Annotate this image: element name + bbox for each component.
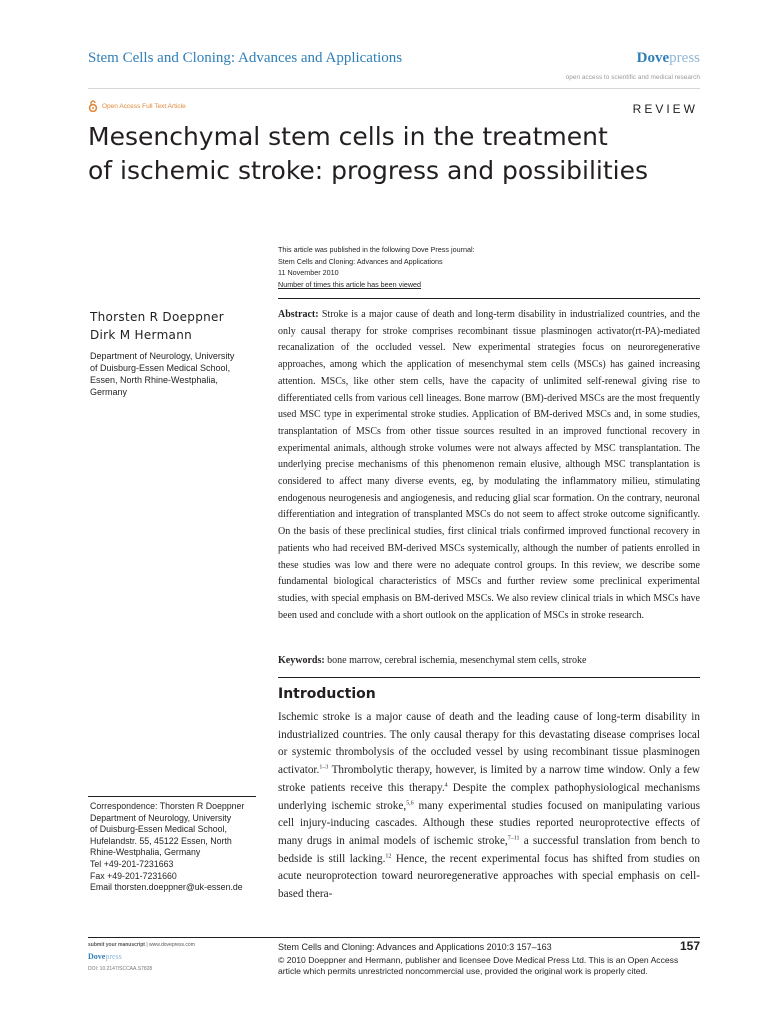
author-affiliation: [90, 350, 270, 398]
logo-secondary: press: [105, 952, 122, 961]
submit-url: www.dovepress.com: [149, 942, 195, 948]
publication-date: 11 November 2010: [278, 268, 339, 277]
paragraph-text: Ischemic stroke is a major cause of death and the leading cause of long-term disability in industrialized countries. The only causal therapy for this devastating disease comprises local or systemic thrombolysis of the occluded vessel by using recombinant tissue plasminogen activator.: [278, 711, 700, 777]
publication-info-line-1: This article was published in the following Dove Press journal:: [278, 245, 475, 254]
logo-secondary: press: [669, 50, 700, 66]
publication-info: [278, 244, 475, 290]
keywords-label: Keywords:: [278, 655, 325, 666]
citation-ref[interactable]: 1–3: [319, 764, 329, 771]
correspondence-line: Hufelandstr. 55, 45122 Essen, North: [90, 835, 232, 846]
keywords: [278, 653, 700, 669]
abstract: [278, 307, 700, 624]
copyright-line: © 2010 Doeppner and Hermann, publisher and licensee Dove Medical Press Ltd. This is an Open Access: [278, 955, 679, 965]
correspondence-line: Department of Neurology, University: [90, 812, 232, 823]
journal-name[interactable]: Stem Cells and Cloning: Advances and Applications: [88, 50, 403, 66]
citation-ref[interactable]: 5,6: [406, 799, 414, 806]
page-number: 157: [679, 939, 700, 953]
affiliation-line: Germany: [90, 387, 128, 397]
article-type: REVIEW: [632, 102, 698, 116]
doi[interactable]: DOI: 10.2147/SCCAA.S7828: [88, 966, 153, 972]
keywords-text: bone marrow, cerebral ischemia, mesenchymal stem cells, stroke: [327, 655, 587, 666]
paragraph-text: many experimental studies focused on manipulating various cell injury-inducing cascades. Although these studies reported neuroprotective effects of many drugs in animal models of ischemic stroke,: [278, 799, 701, 847]
footer-logo[interactable]: [88, 952, 122, 961]
open-access-badge: [88, 100, 186, 112]
author-name: Dirk M Hermann: [90, 328, 193, 342]
submit-label: submit your manuscript: [88, 942, 145, 948]
logo-primary: Dove: [636, 50, 670, 66]
copyright-notice: [278, 955, 706, 977]
keywords-divider: [278, 677, 700, 678]
title-line-1: Mesenchymal stem cells in the treatment: [88, 122, 608, 151]
author-list: [90, 308, 224, 344]
header-divider: [88, 88, 700, 89]
abstract-label: Abstract:: [278, 309, 319, 320]
citation-ref[interactable]: 12: [385, 852, 392, 859]
journal-citation: Stem Cells and Cloning: Advances and Applications 2010:3 157–163: [278, 942, 552, 952]
footer-divider: [88, 937, 700, 938]
paragraph-text: Thrombolytic therapy, however, is limited by a narrow time window. Only a few stroke patients receive this therapy.: [278, 764, 700, 794]
affiliation-line: Essen, North Rhine-Westphalia,: [90, 375, 218, 385]
paragraph-text: Hence, the recent experimental focus has shifted from studies on acute neuroprotection toward neuroregenerative approaches with special emphasis on cell-based thera-: [278, 852, 700, 901]
abstract-top-divider: [278, 298, 700, 299]
introduction-paragraph: [278, 709, 700, 904]
correspondence-line: Rhine-Westphalia, Germany: [90, 847, 201, 858]
affiliation-line: Department of Neurology, University: [90, 351, 235, 361]
correspondence-block: [90, 801, 270, 894]
correspondence-line: Correspondence: Thorsten R Doeppner: [90, 801, 245, 811]
affiliation-line: of Duisburg-Essen Medical School,: [90, 363, 231, 373]
correspondence-fax: Fax +49-201-7231660: [90, 870, 177, 881]
article-title: [88, 120, 728, 188]
citation-ref[interactable]: 4: [444, 782, 448, 789]
abstract-text: Stroke is a major cause of death and long-term disability in industrialized countries, and the only causal therapy for stroke comprises recombinant tissue plasminogen activator(rt-PA)-mediated recanalization of the occluded vessel. New experimental strategies focus on neuroregenerative approaches, among which the application of mesenchymal stem cells (MSCs) has gained increasing attention. MSCs, like other stem cells, have the capacity of unlimited self-renewal giving rise to differentiated cells from various cell lineages. Bone marrow (BM)-derived MSCs are the most frequently used MSC type in experimental stroke studies. Application of BM-derived MSCs and, in some studies, transplantation of MSCs from other tissue sources resulted in an improved functional recovery in experimental animals, although stroke volumes were not always affected by MSC transplantation. The underlying precise mechanisms of this phenomenon remain elusive, although MSC transplantation is considered to affect many diverse events, eg, by modulating the inflammatory milieu, stimulating endogenous neurogenesis and angiogenesis, and reducing glial scar formation. On the contrary, neuronal differentiation and integration of transplanted MSCs do not seem to affect stroke outcome significantly. On the basis of these preclinical studies, first clinical trials confirmed improved functional recovery in patients who had received BM-derived MSCs systemically, although the number of patients enrolled in these studies was low and there were no adequate control groups. In this review, we describe some fundamental biological characteristics of MSCs and further review some preclinical experimental studies, with special emphasis on BM-derived MSCs. We also review clinical trials in which MSCs have been used and conclude with a short outlook on the application of MSCs in stroke research.: [278, 309, 700, 621]
correspondence-line: of Duisburg-Essen Medical School,: [90, 824, 227, 835]
publisher-logo[interactable]: [637, 50, 700, 67]
title-line-2: of ischemic stroke: progress and possibilities: [88, 156, 649, 185]
logo-primary: Dove: [88, 952, 106, 961]
correspondence-divider: [88, 796, 256, 797]
correspondence-phone: Tel +49-201-7231663: [90, 858, 174, 869]
correspondence-email[interactable]: Email thorsten.doeppner@uk-essen.de: [90, 882, 243, 893]
publisher-tagline: open access to scientific and medical research: [565, 74, 700, 81]
submit-manuscript-link[interactable]: submit your manuscript | www.dovepress.com: [88, 942, 195, 948]
open-access-label: Open Access Full Text Article: [102, 102, 186, 110]
copyright-line: article which permits unrestricted noncommercial use, provided the original work is properly cited.: [278, 966, 648, 977]
open-access-lock-icon: [88, 100, 98, 112]
paragraph-text: Despite the complex pathophysiological mechanisms underlying ischemic stroke,: [278, 781, 700, 812]
citation-ref[interactable]: 7–11: [507, 835, 520, 842]
paragraph-text: a successful translation from bench to bedside is still lacking.: [278, 834, 700, 865]
publication-info-line-2: Stem Cells and Cloning: Advances and Applications: [278, 256, 443, 266]
article-views-link[interactable]: Number of times this article has been viewed: [278, 279, 422, 289]
section-heading: Introduction: [278, 686, 376, 702]
author-name: Thorsten R Doeppner: [90, 310, 224, 324]
